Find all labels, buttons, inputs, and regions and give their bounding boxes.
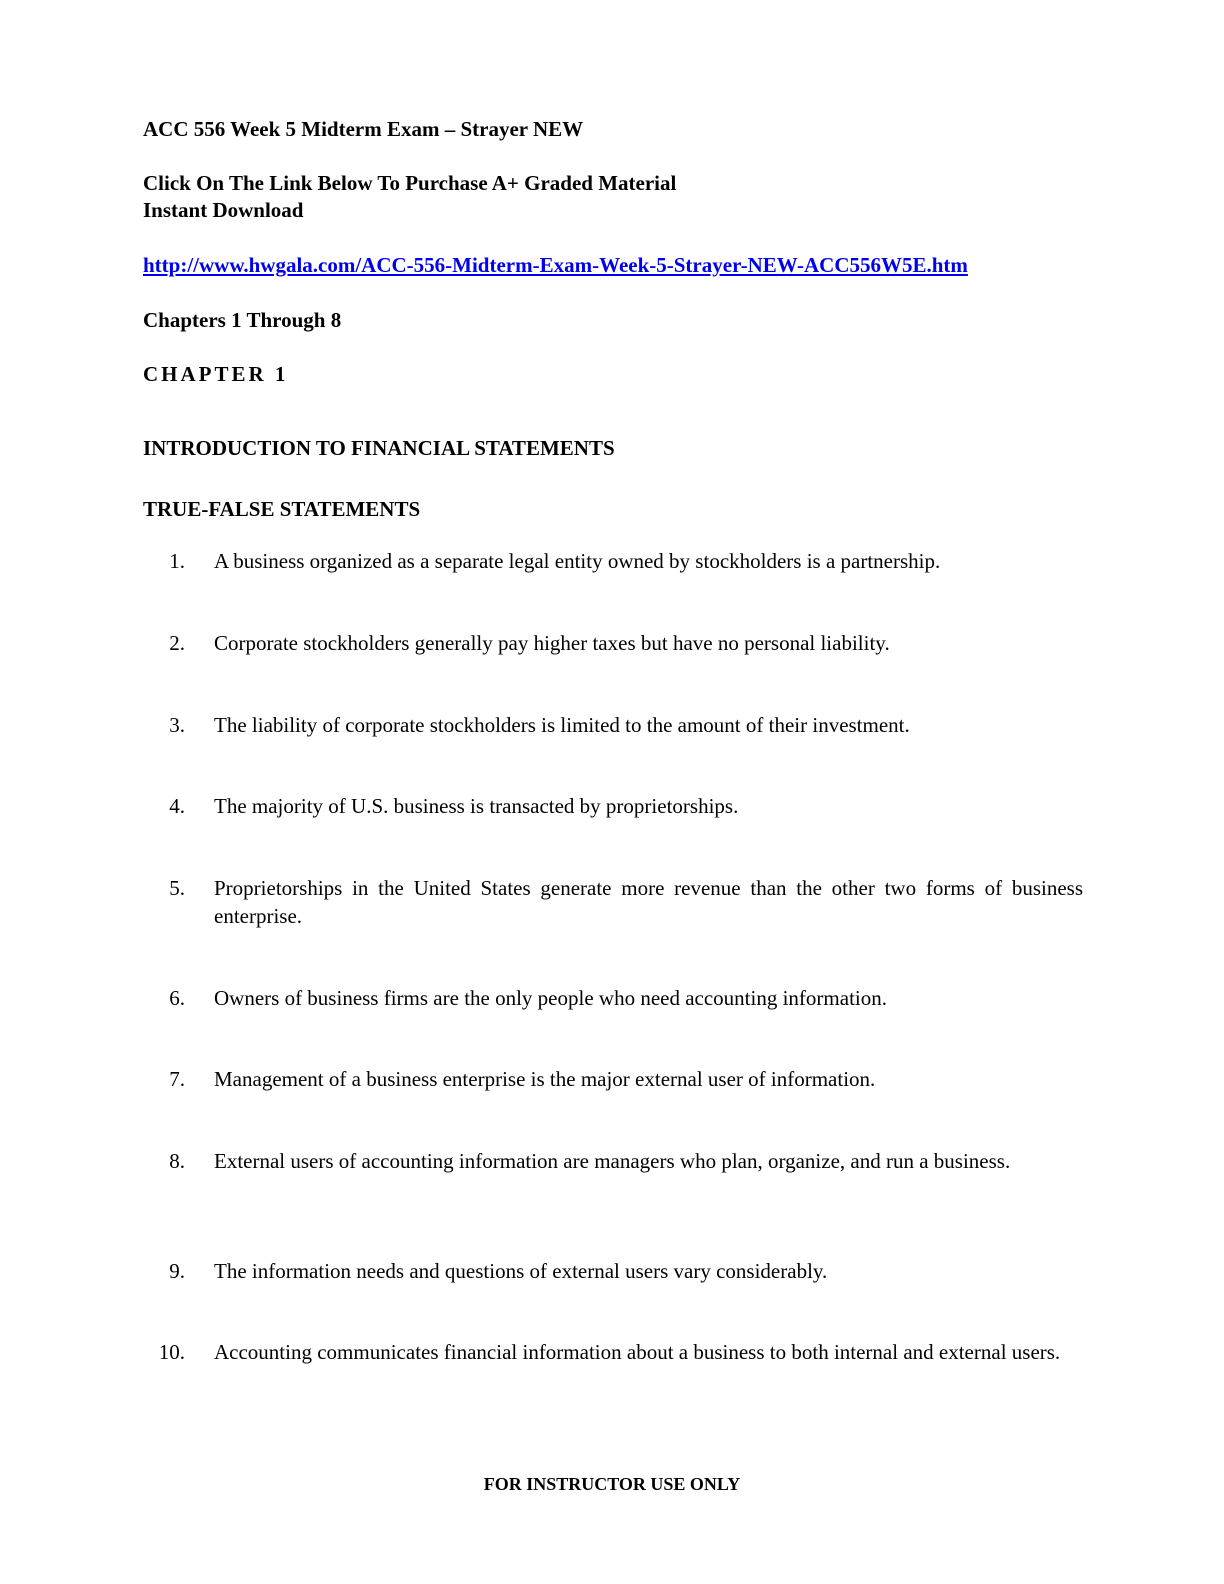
question-number: 10. [158,1340,185,1364]
section-heading: TRUE-FALSE STATEMENTS [143,497,421,521]
question-number: 8. [169,1149,185,1173]
question-text: External users of accounting information are managers who plan, organize, and run a business. [214,1149,1011,1173]
question-number: 5. [169,876,185,900]
chapter-subtitle: INTRODUCTION TO FINANCIAL STATEMENTS [143,436,615,460]
question-text: The liability of corporate stockholders is limited to the amount of their investment. [214,713,910,737]
question-number: 6. [169,986,185,1010]
chapters-line: Chapters 1 Through 8 [143,308,342,332]
question-text: The information needs and questions of external users vary considerably. [214,1259,828,1283]
question-text: Management of a business enterprise is the major external user of information. [214,1067,876,1091]
question-text: Proprietorships in the United States generate more revenue than the other two forms of business enterprise. [214,876,1083,928]
question-number: 4. [169,794,185,818]
download-line: Instant Download [143,198,304,222]
document-title: ACC 556 Week 5 Midterm Exam – Strayer NEW [143,117,584,141]
chapter-heading: CHAPTER 1 [143,362,289,386]
question-number: 9. [169,1259,185,1283]
purchase-link[interactable]: http://www.hwgala.com/ACC-556-Midterm-Exam-Week-5-Strayer-NEW-ACC556W5E.htm [143,253,968,277]
question-text: Owners of business firms are the only people who need accounting information. [214,986,887,1010]
question-number: 7. [169,1067,185,1091]
question-text: A business organized as a separate legal entity owned by stockholders is a partnership. [214,549,941,573]
purchase-line: Click On The Link Below To Purchase A+ Graded Material [143,171,677,195]
question-text: The majority of U.S. business is transacted by proprietorships. [214,794,739,818]
question-number: 3. [169,713,185,737]
question-text: Accounting communicates financial information about a business to both internal and external users. [214,1340,1061,1364]
question-number: 1. [169,549,185,573]
question-number: 2. [169,631,185,655]
question-text: Corporate stockholders generally pay higher taxes but have no personal liability. [214,631,890,655]
page-footer: FOR INSTRUCTOR USE ONLY [483,1474,741,1494]
